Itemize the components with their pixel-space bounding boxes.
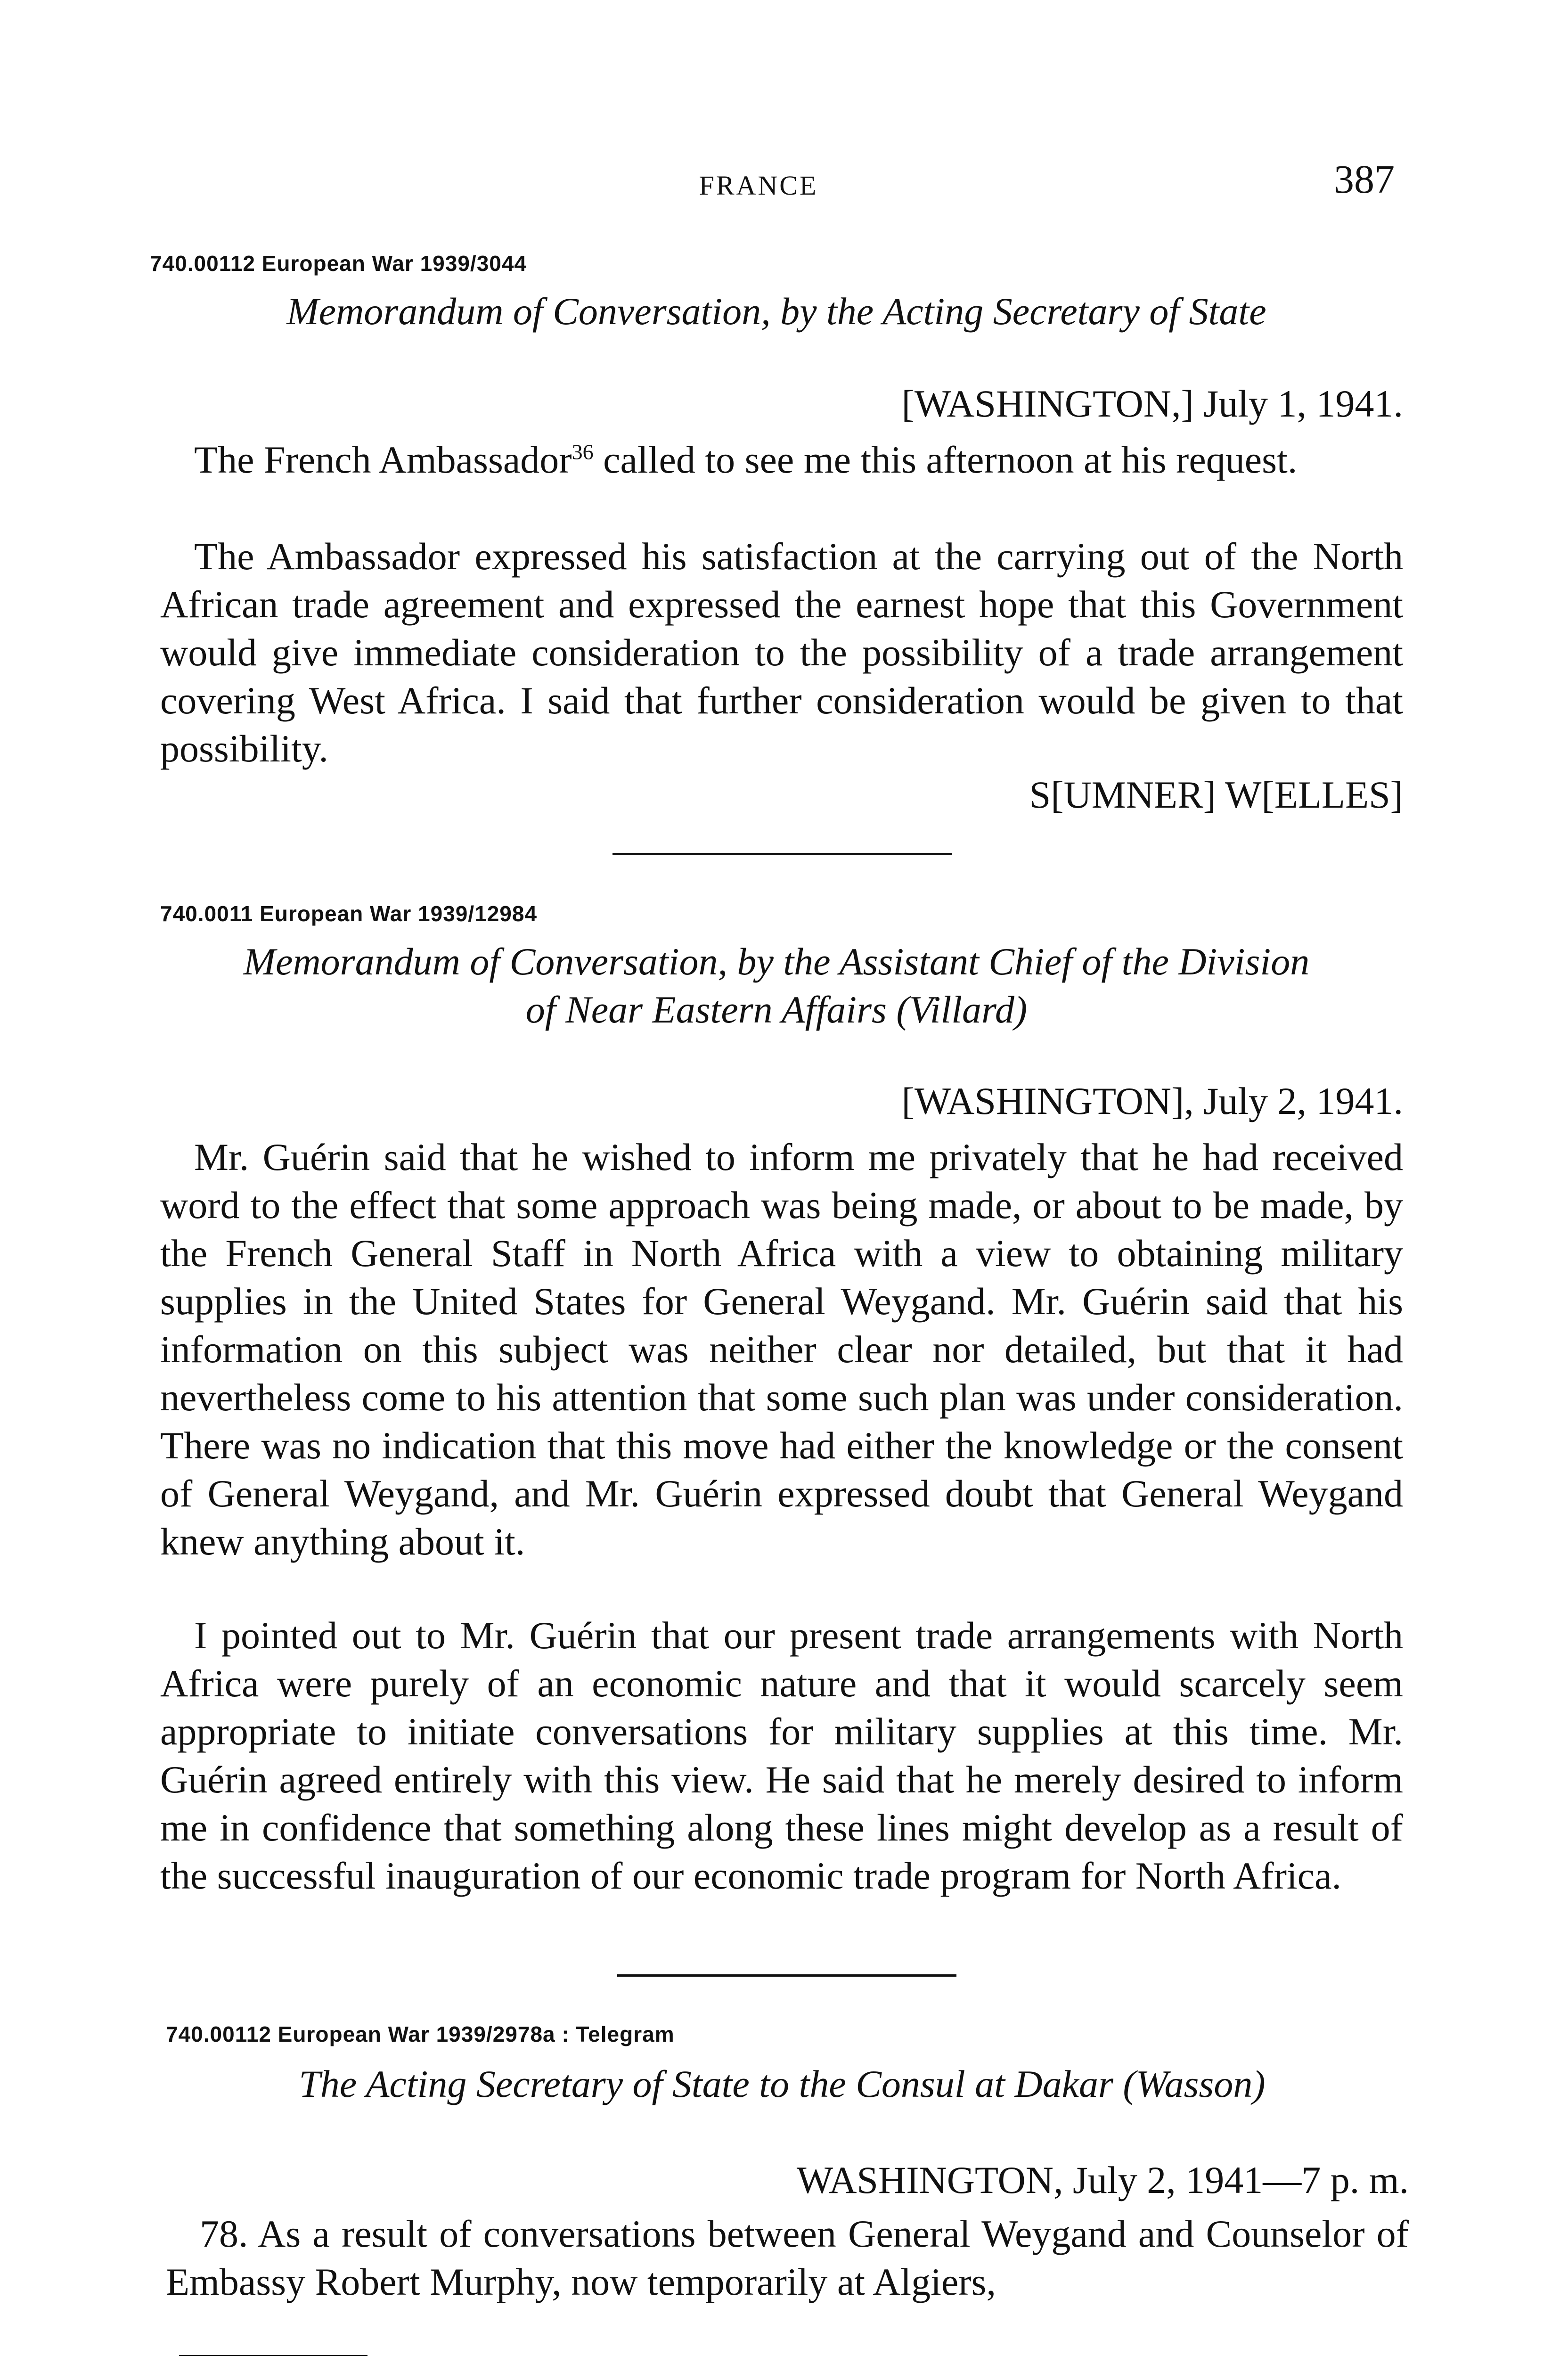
doc1-file-reference: 740.00112 European War 1939/3044 xyxy=(150,251,527,276)
footnote-reference: 36 xyxy=(572,440,594,464)
doc1-paragraph-1 xyxy=(160,436,1403,484)
doc1-title: Memorandum of Conversation, by the Acting Secretary of State xyxy=(286,290,1266,333)
page-number: 387 xyxy=(1334,156,1395,202)
doc2-title-line-2: of Near Eastern Affairs (Villard) xyxy=(525,988,1028,1031)
doc2-dateline: [WASHINGTON], July 2, 1941. xyxy=(901,1080,1403,1122)
section-divider xyxy=(617,1974,956,1977)
doc3-title: The Acting Secretary of State to the Consul at Dakar (Wasson) xyxy=(299,2062,1266,2105)
doc1-paragraph-1-start: The French Ambassador xyxy=(194,438,572,481)
doc1-paragraph-1-end: called to see me this afternoon at his request. xyxy=(593,438,1298,481)
doc1-dateline: [WASHINGTON,] July 1, 1941. xyxy=(901,382,1403,425)
doc2-paragraph-1: Mr. Guérin said that he wished to inform me privately that he had received word to the effect that some approach was being made, or about to be made, by the French General Staff in North Africa with a view to obtaining military supplies in the United States for General Weygand. Mr. Guérin said that his information on this subject was neither clear nor detailed, but that it had nevertheless come to his attention that some such plan was under consideration. There was no indication that this move had either the knowledge or the consent of General Weygand, and Mr. Guérin expressed doubt that General Weygand knew anything about it. xyxy=(160,1136,1403,1563)
doc2-paragraph-2: I pointed out to Mr. Guérin that our present trade arrangements with North Africa were purely of an economic nature and that it would scarcely seem appropriate to initiate conversations for military supplies at this time. Mr. Guérin agreed entirely with this view. He said that he merely desired to inform me in confidence that something along these lines might develop as a result of the successful inauguration of our economic trade program for North Africa. xyxy=(160,1614,1403,1897)
running-head: FRANCE xyxy=(699,170,818,201)
doc3-dateline: WASHINGTON, July 2, 1941—7 p. m. xyxy=(796,2159,1409,2201)
doc2-title-line-1: Memorandum of Conversation, by the Assistant Chief of the Division xyxy=(243,940,1310,983)
doc1-signature: S[UMNER] W[ELLES] xyxy=(1029,773,1403,816)
doc1-paragraph-2: The Ambassador expressed his satisfaction at the carrying out of the North African trade agreement and expressed the earnest hope that this Government would give immediate consideration to the possibility of a trade arrangement covering West Africa. I said that further consideration would be given to that possibility. xyxy=(160,535,1403,770)
doc3-paragraph-1: 78. As a result of conversations between General Weygand and Counselor of Embassy Robert Murphy, now temporarily at Algiers, xyxy=(166,2212,1409,2303)
doc3-file-reference: 740.00112 European War 1939/2978a : Telegram xyxy=(166,2022,675,2046)
section-divider xyxy=(612,853,952,855)
doc2-file-reference: 740.0011 European War 1939/12984 xyxy=(160,901,538,926)
doc2-title xyxy=(150,938,1403,1034)
